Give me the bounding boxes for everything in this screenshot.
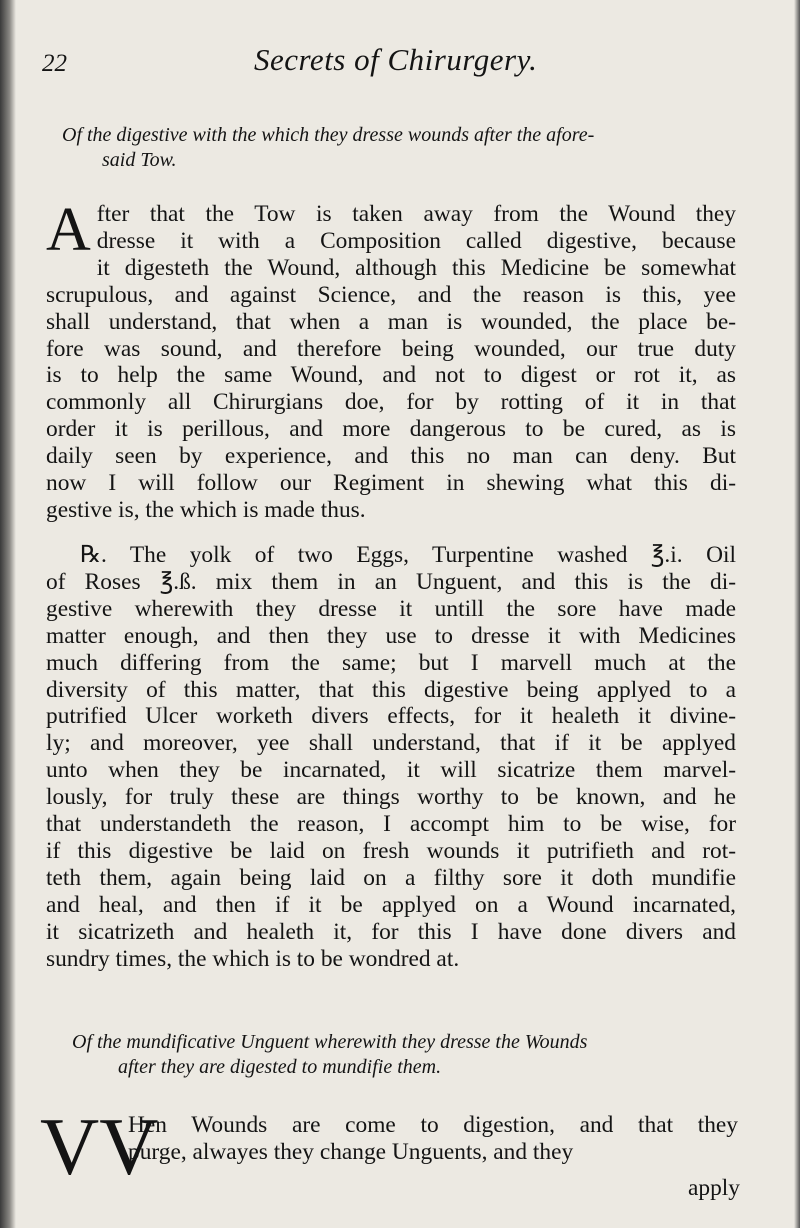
text-line: gestive is, the which is made thus. — [46, 496, 366, 523]
text-line: ly; and moreover, yee shall understand, that if it be applyed — [46, 730, 736, 757]
text-line: fter that the Tow is taken away from the Wound they — [96, 201, 736, 227]
heading-line: said Tow. — [102, 149, 177, 171]
text-line: it sicatrizeth and healeth it, for this I have done divers and — [46, 918, 736, 945]
text-line: dresse it with a Composition called digestive, because — [96, 227, 736, 254]
heading-line: Of the mundificative Unguent wherewith they dresse the Wounds — [72, 1031, 588, 1053]
text-line: daily seen by experience, and this no man can deny. But — [46, 443, 736, 470]
paragraph-mundificative-intro — [128, 1112, 738, 1166]
text-line: fore was sound, and therefore being wounded, our true duty — [46, 335, 736, 362]
text-line: lously, for truly these are things worthy to be known, and he — [46, 784, 736, 811]
text-line: teth them, again being laid on a filthy sore it doth mundifie — [46, 864, 736, 891]
text-line: unto when they be incarnated, it will sicatrize them marvel- — [46, 757, 736, 784]
drop-cap: VV — [40, 1101, 159, 1192]
catchword: apply — [688, 1175, 740, 1201]
section-heading-mundificative — [60, 1030, 750, 1080]
heading-line: after they are digested to mundifie them. — [118, 1056, 442, 1078]
page-header — [34, 38, 754, 88]
text-line: matter enough, and then they use to dresse it with Medicines — [46, 622, 736, 649]
text-line: Hen Wounds are come to digestion, and that they — [128, 1112, 738, 1138]
text-line: scrupulous, and against Science, and the reason is this, yee — [46, 281, 736, 308]
text-line: is to help the same Wound, and not to digest or rot it, as — [46, 362, 736, 389]
heading-line: Of the digestive with the which they dresse wounds after the afore- — [62, 124, 595, 146]
text-line: order it is perillous, and more dangerous to be cured, as is — [46, 416, 736, 443]
text-line: purge, alwayes they change Unguents, and they — [128, 1138, 574, 1165]
page-edge-shadow-right — [794, 0, 800, 1228]
text-line: that understandeth the reason, I accompt him to be wise, for — [46, 811, 736, 838]
section-heading-digestive — [62, 123, 742, 173]
paragraph-digestive-recipe — [46, 542, 736, 973]
running-title: Secrets of Chirurgery. — [254, 42, 538, 77]
text-line: of Roses ℥.ß. mix them in an Unguent, and this is the di- — [46, 568, 736, 595]
page-number: 22 — [42, 50, 67, 77]
text-line: much differing from the same; but I marvell much at the — [46, 649, 736, 676]
text-line: shall understand, that when a man is wounded, the place be- — [46, 308, 736, 335]
drop-cap: A — [46, 196, 91, 264]
text-line: gestive wherewith they dresse it untill the sore have made — [46, 595, 736, 622]
paragraph-digestive-intro — [46, 196, 736, 524]
text-line: ℞. The yolk of two Eggs, Turpentine washed ℥.i. Oil — [80, 542, 736, 568]
text-line: if this digestive be laid on fresh wounds it putrifieth and rot- — [46, 837, 736, 864]
text-line: diversity of this matter, that this digestive being applyed to a — [46, 676, 736, 703]
text-line: putrified Ulcer worketh divers effects, for it healeth it divine- — [46, 703, 736, 730]
text-line: and heal, and then if it be applyed on a Wound incarnated, — [46, 891, 736, 918]
page-edge-shadow — [0, 0, 16, 1228]
text-line: commonly all Chirurgians doe, for by rotting of it in that — [46, 389, 736, 416]
text-line: now I will follow our Regiment in shewing what this di- — [46, 470, 736, 497]
text-line: it digesteth the Wound, although this Medicine be somewhat — [96, 254, 736, 281]
text-line: sundry times, the which is to be wondred at. — [46, 945, 460, 972]
